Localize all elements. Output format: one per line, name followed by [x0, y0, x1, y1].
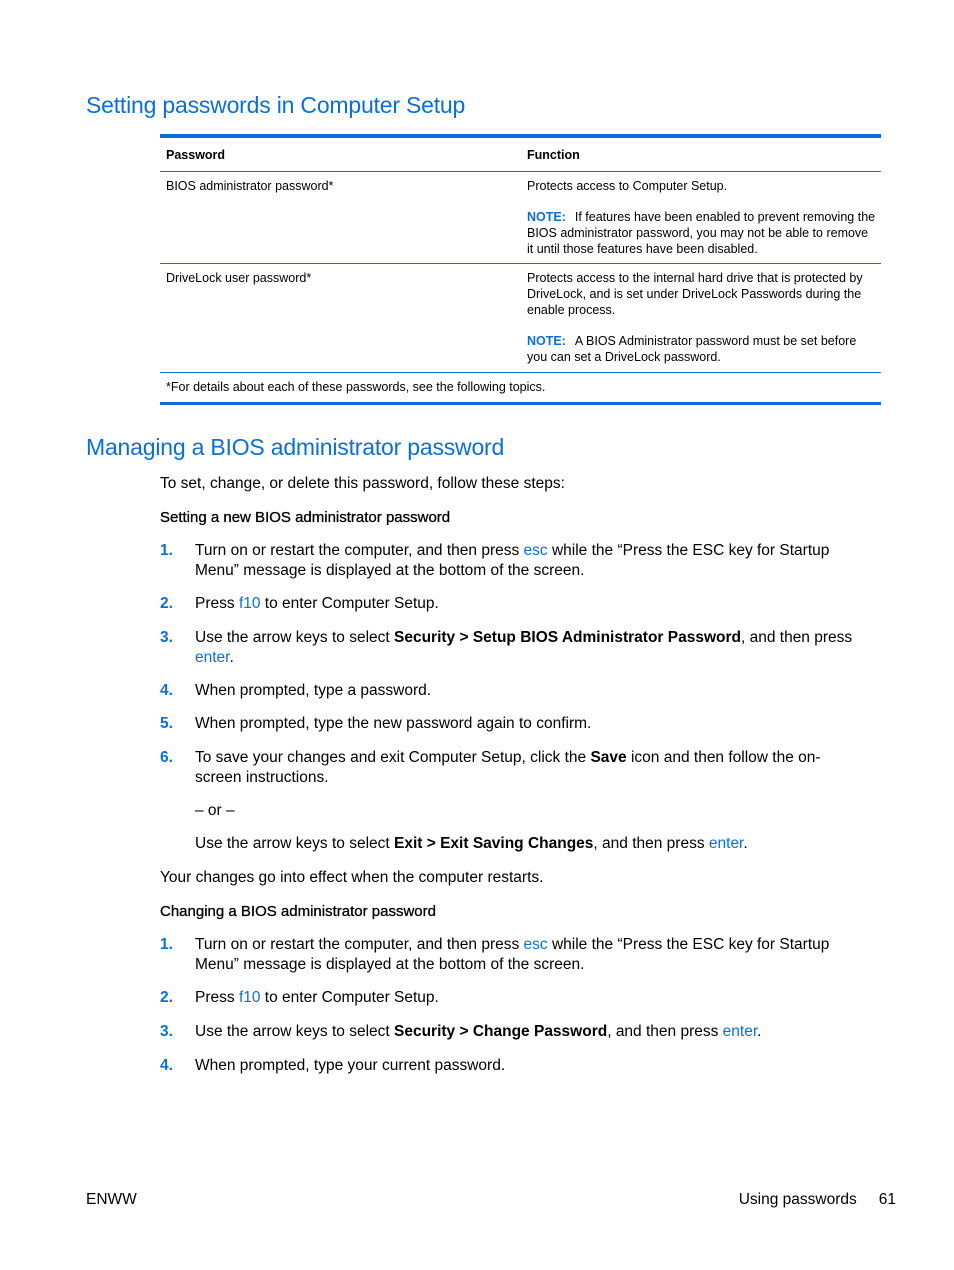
note [527, 209, 877, 257]
step-text [195, 1022, 860, 1042]
table-header-row [160, 138, 881, 172]
table-footnote-row [160, 373, 881, 402]
footer-right [739, 1191, 896, 1209]
list-item [160, 1022, 860, 1042]
text-run: to enter Computer Setup. [260, 595, 439, 612]
step-text [195, 541, 860, 580]
step-text: When prompted, type your current password. [195, 1057, 506, 1074]
step-number: 1. [160, 936, 173, 953]
key-enter: enter [195, 648, 230, 666]
alternative-step [195, 834, 875, 853]
note-label: NOTE: [527, 334, 566, 348]
step-text [195, 594, 860, 614]
step-text [195, 988, 860, 1008]
step-number: 3. [160, 1023, 173, 1040]
menu-path: Exit > Exit Saving Changes [394, 835, 594, 852]
section-heading-managing-bios-password: Managing a BIOS administrator password [86, 434, 505, 460]
text-run: . [229, 648, 234, 666]
text-run: Turn on or restart the computer, and then press [195, 936, 524, 953]
text-run: Use the arrow keys to select [195, 835, 394, 852]
step-number: 4. [160, 682, 173, 699]
effect-text: Your changes go into effect when the computer restarts. [160, 869, 544, 886]
step-number: 1. [160, 542, 173, 559]
text-run: Use the arrow keys to select [195, 1023, 394, 1040]
function-text: Protects access to the internal hard drive that is protected by DriveLock, and is set under DriveLock Passwords during the enable process. [527, 271, 863, 317]
text-run: Use the arrow keys to select [195, 629, 394, 646]
list-item [160, 541, 860, 580]
column-header-function: Function [527, 148, 580, 162]
key-f10: f10 [238, 989, 261, 1006]
step-text [195, 628, 860, 667]
text-run: while the “Press the ESC key for Startup Menu” message is displayed at the bottom of the screen. [195, 542, 830, 579]
step-number: 5. [160, 715, 173, 732]
step-text [195, 748, 860, 787]
text-run: icon and then follow the on-screen instructions. [195, 749, 821, 786]
key-enter: enter [708, 835, 744, 852]
note-text: A BIOS Administrator password must be set before you can set a DriveLock password. [527, 334, 857, 364]
text-run: Press [195, 595, 239, 612]
function-text: Protects access to Computer Setup. [527, 179, 728, 193]
list-item [160, 714, 860, 734]
key-f10: f10 [238, 595, 261, 612]
text-run: , and then press [607, 1023, 723, 1040]
step-text [195, 935, 860, 974]
list-item [160, 748, 860, 787]
text-run: Press [195, 989, 239, 1006]
password-table [160, 134, 881, 405]
note-label: NOTE: [527, 210, 566, 224]
column-header-password: Password [166, 148, 226, 162]
function-cell [521, 172, 881, 263]
key-esc: esc [523, 542, 548, 559]
list-item [160, 1056, 860, 1076]
list-item [160, 988, 860, 1008]
save-label: Save [590, 749, 627, 766]
note-text: If features have been enabled to prevent removing the BIOS administrator password, you may not be able to remove it until those features have been disabled. [527, 210, 876, 256]
function-cell [521, 264, 881, 372]
table-row [160, 172, 881, 264]
password-cell: DriveLock user password* [166, 271, 312, 285]
list-item [160, 594, 860, 614]
footer-section-title: Using passwords [738, 1191, 857, 1208]
menu-path: Security > Change Password [394, 1023, 608, 1040]
step-text: When prompted, type the new password again to confirm. [195, 715, 592, 732]
text-run: Turn on or restart the computer, and then press [195, 542, 524, 559]
step-number: 4. [160, 1057, 173, 1074]
text-run: To save your changes and exit Computer Setup, click the [195, 749, 591, 766]
subheading-changing: Changing a BIOS administrator password [160, 903, 436, 920]
page-number: 61 [878, 1191, 896, 1208]
step-number: 2. [160, 595, 173, 612]
note [527, 333, 877, 365]
list-item [160, 681, 860, 701]
text-run: , and then press [593, 835, 709, 852]
menu-path: Security > Setup BIOS Administrator Password [394, 629, 741, 646]
key-enter: enter [722, 1023, 758, 1040]
text-run: to enter Computer Setup. [260, 989, 439, 1006]
text-run: , and then press [740, 629, 853, 646]
footer-left: ENWW [86, 1191, 137, 1208]
step-number: 2. [160, 989, 173, 1006]
step-number: 3. [160, 629, 173, 646]
text-run: while the “Press the ESC key for Startup Menu” message is displayed at the bottom of the screen. [195, 936, 830, 973]
list-item [160, 628, 860, 667]
or-separator: – or – [195, 802, 235, 819]
step-number: 6. [160, 749, 173, 766]
table-footnote: *For details about each of these passwords, see the following topics. [166, 380, 546, 394]
step-text: When prompted, type a password. [195, 682, 432, 699]
section-heading-setting-passwords: Setting passwords in Computer Setup [86, 92, 466, 118]
key-esc: esc [523, 936, 548, 953]
password-cell: BIOS administrator password* [166, 179, 334, 193]
subheading-setting-new: Setting a new BIOS administrator password [160, 509, 451, 526]
text-run: . [757, 1023, 762, 1040]
intro-text: To set, change, or delete this password, follow these steps: [160, 475, 565, 492]
text-run: . [743, 835, 748, 852]
list-item [160, 935, 860, 974]
table-row [160, 264, 881, 373]
